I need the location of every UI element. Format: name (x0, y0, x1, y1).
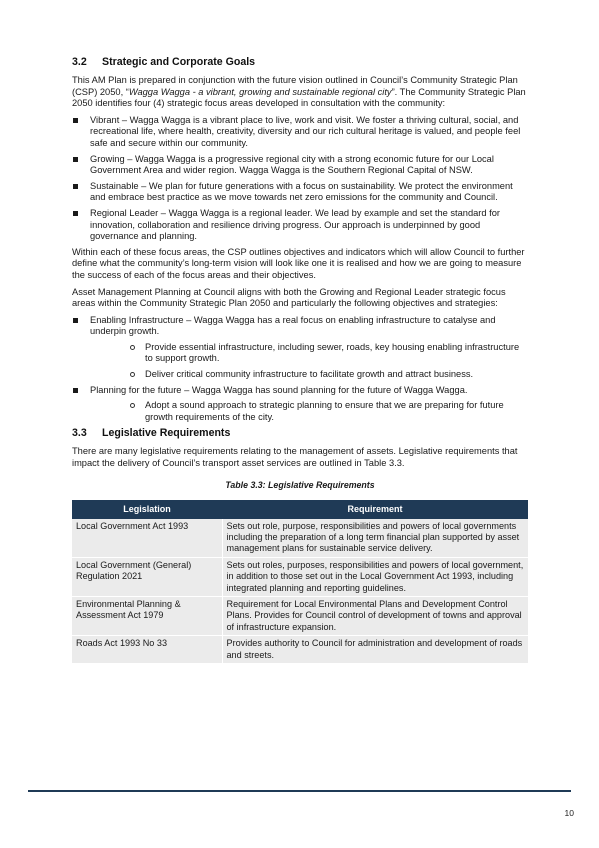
list-item: Regional Leader – Wagga Wagga is a regional leader. We lead by example and set the standard for innovation, collaboration and resilience driving progress. Our approach is underpinned by good governance and planning. (72, 208, 528, 243)
list-item (72, 385, 528, 424)
requirement-cell: Sets out roles, purposes, responsibilities and powers of local government, in addition to those set out in the Local Government Act 1993, including integrated planning and reporting guidelines. (222, 557, 528, 596)
section-heading-3-2 (72, 56, 528, 69)
table-caption: Table 3.3: Legislative Requirements (225, 479, 375, 490)
table-row (72, 597, 528, 636)
page-content (72, 56, 528, 664)
requirement-cell: Sets out role, purpose, responsibilities and powers of local governments including the preparation of a long term financial plan supported by asset management plans for sustainable service delivery. (222, 519, 528, 558)
section-title: Strategic and Corporate Goals (102, 56, 256, 68)
legislative-requirements-table (72, 500, 528, 664)
focus-area-paragraph: Within each of these focus areas, the CSP outlines objectives and indicators which will allow Council to further define what the community’s long-term vision will look like one it is realised and how we are going to measure the success of each of the focus areas and their objectives. (72, 246, 525, 280)
am-planning-paragraph: Asset Management Planning at Council aligns with both the Growing and Regional Leader strategic focus areas within the Community Strategic Plan 2050 and particularly the following objectives and strategies: (72, 286, 506, 309)
list-item: Provide essential infrastructure, including sewer, roads, key housing enabling infrastructure to support growth. (90, 342, 528, 365)
legislation-cell: Roads Act 1993 No 33 (72, 636, 222, 664)
section-number: 3.2 (72, 56, 87, 68)
column-header-requirement: Requirement (222, 500, 528, 519)
section-title: Legislative Requirements (102, 427, 231, 440)
intro-paragraph (72, 75, 528, 110)
section-heading-3-3 (72, 427, 528, 440)
legislation-cell: Local Government (General) Regulation 2021 (72, 557, 222, 596)
objective-text: Enabling Infrastructure – Wagga Wagga has a real focus on enabling infrastructure to catalyse and underpin growth. (90, 314, 496, 337)
list-item: Growing – Wagga Wagga is a progressive regional city with a strong economic future for our Local Government Area and wider region. Wagga Wagga is the Southern Regional Capital of NSW. (72, 154, 528, 177)
requirement-cell: Requirement for Local Environmental Plans and Development Control Plans. Provides for Council control of development of towns and approval of infrastructure expansion. (222, 597, 528, 636)
list-item: Adopt a sound approach to strategic planning to ensure that we are preparing for future growth requirements of the city. (90, 400, 528, 423)
footer-rule (28, 790, 571, 792)
table-header-row (72, 500, 528, 519)
list-item: Deliver critical community infrastructure to facilitate growth and attract business. (90, 369, 528, 381)
table-row (72, 557, 528, 596)
legislative-intro-paragraph: There are many legislative requirements relating to the management of assets. Legislative requirements that impact the delivery of Council’s transport asset services are outlined in Table 3.3. (72, 446, 518, 469)
strategy-list (90, 342, 528, 381)
intro-text-end: ”. The Community Strategic Plan 2050 identifies four (4) strategic focus areas developed in consultation with the community: (72, 86, 526, 109)
legislation-cell: Environmental Planning & Assessment Act 1979 (72, 597, 222, 636)
list-item: Vibrant – Wagga Wagga is a vibrant place to live, work and visit. We foster a thriving cultural, social, and recreational life, where health, creativity, diversity and our rich cultural heritage is valued, and people feel safe and secure within our community. (72, 115, 528, 150)
page-number: 10 (564, 808, 574, 818)
table-row (72, 636, 528, 664)
list-item (72, 315, 528, 381)
section-number: 3.3 (72, 427, 87, 440)
strategy-list (90, 400, 528, 423)
objective-text: Planning for the future – Wagga Wagga has sound planning for the future of Wagga Wagga. (90, 384, 468, 395)
table-row (72, 519, 528, 558)
legislation-cell: Local Government Act 1993 (72, 519, 222, 558)
objective-list (72, 315, 528, 424)
column-header-legislation: Legislation (72, 500, 222, 519)
requirement-cell: Provides authority to Council for administration and development of roads and streets. (222, 636, 528, 664)
csp-vision-title: Wagga Wagga - a vibrant, growing and sustainable regional city (128, 86, 392, 97)
intro-text-start: This AM Plan is prepared in conjunction with the future vision outlined in Council’s Community Strategic Plan (CSP) 2050, “ (72, 75, 518, 97)
focus-area-list (72, 115, 528, 243)
list-item: Sustainable – We plan for future generations with a focus on sustainability. We protect the environment and embrace best practice as we move towards net zero emissions for the community and Council. (72, 181, 528, 204)
